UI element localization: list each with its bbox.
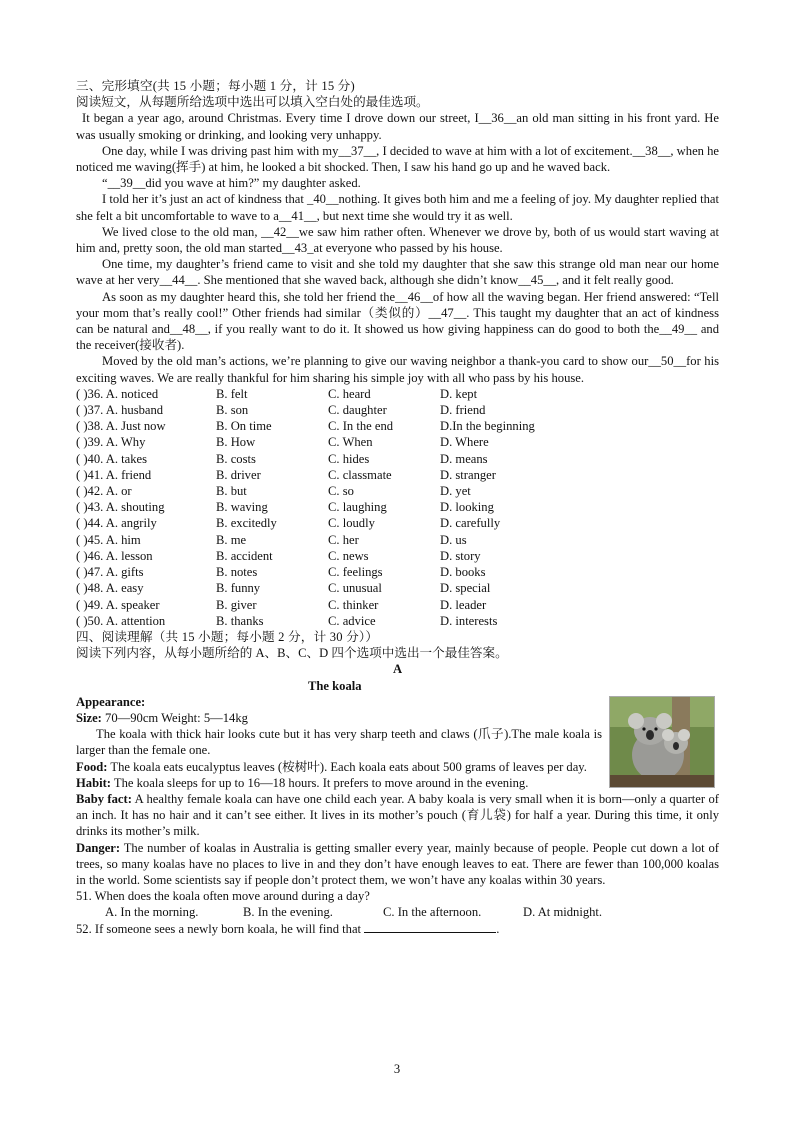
option-c[interactable]: C. daughter <box>328 403 387 418</box>
option-b[interactable]: B. thanks <box>216 613 264 628</box>
option-d[interactable]: D. looking <box>440 500 494 515</box>
option-d[interactable]: D. stranger <box>440 467 496 482</box>
option-row <box>76 564 640 580</box>
option-b[interactable]: B. excitedly <box>216 516 277 531</box>
option-c[interactable]: C. loudly <box>328 516 375 531</box>
size-text: 70—90cm Weight: 5—14kg <box>101 710 248 725</box>
section4-heading: 四、阅读理解（共 15 小题；每小题 2 分，计 30 分）） <box>76 629 379 644</box>
option-num[interactable]: ( )47. A. gifts <box>76 565 144 580</box>
option-b[interactable]: B. me <box>216 532 247 547</box>
baby-label: Baby fact: <box>76 791 132 806</box>
q51-option-b[interactable]: B. In the evening. <box>243 905 333 920</box>
food-text: The koala eats eucalyptus leaves (桉树叶). Each koala eats about 500 grams of leaves per day. <box>107 759 587 774</box>
option-num[interactable]: ( )43. A. shouting <box>76 500 165 515</box>
option-b[interactable]: B. How <box>216 435 256 450</box>
option-row <box>76 451 640 467</box>
option-num[interactable]: ( )39. A. Why <box>76 435 146 450</box>
option-b[interactable]: B. accident <box>216 548 273 563</box>
cloze-paragraph-1: It began a year ago, around Christmas. Every time I drove down our street, I__36__an old man sitting in his front yard. He was usually smoking or drinking, and looking very unhappy. <box>76 111 719 142</box>
cloze-paragraph-2: One day, while I was driving past him with my__37__, I decided to wave at him with a lot of excitement.__38__, when he noticed me waving(挥手) at him, he looked a bit shocked. Then, I saw his hand go up and he waved back. <box>76 143 719 175</box>
cloze-paragraph-6: One time, my daughter’s friend came to visit and she told my daughter that she saw this strange old man near our home wave at her very__44__. She mentioned that she waved back, although she didn’t know__45__, and it felt really good. <box>76 257 719 288</box>
option-row <box>76 499 640 515</box>
option-num[interactable]: ( )44. A. angrily <box>76 516 157 531</box>
option-row <box>76 613 640 629</box>
option-d[interactable]: D.In the beginning <box>440 419 535 434</box>
habit-label: Habit: <box>76 775 111 790</box>
option-row <box>76 515 640 531</box>
option-num[interactable]: ( )49. A. speaker <box>76 597 160 612</box>
cloze-paragraph-5: We lived close to the old man, __42__we saw him rather often. Whenever we drove by, both of us would start waving at him and, pretty soon, the old man started__43_at everyone who passed by his house. <box>76 224 719 256</box>
option-d[interactable]: D. leader <box>440 597 487 612</box>
option-num[interactable]: ( )46. A. lesson <box>76 548 153 563</box>
option-num[interactable]: ( )40. A. takes <box>76 451 147 466</box>
option-b[interactable]: B. son <box>216 403 249 418</box>
option-num[interactable]: ( )45. A. him <box>76 532 141 547</box>
option-num[interactable]: ( )42. A. or <box>76 484 132 499</box>
food-line <box>76 759 602 775</box>
cloze-paragraph-4: I told her it’s just an act of kindness that _40__nothing. It gives both him and me a feeling of joy. My daughter replied that she felt a bit uncomfortable to wave to a__41__, but next time she would try it as well. <box>76 192 719 223</box>
option-b[interactable]: B. notes <box>216 565 258 580</box>
cloze-options-table <box>76 386 640 629</box>
option-row <box>76 467 640 483</box>
danger-line <box>76 840 719 889</box>
option-b[interactable]: B. but <box>216 484 247 499</box>
q51-option-d[interactable]: D. At midnight. <box>523 905 603 920</box>
question-51: 51. When does the koala often move around during a day? <box>76 889 370 904</box>
option-c[interactable]: C. so <box>328 484 354 499</box>
option-b[interactable]: B. On time <box>216 419 272 434</box>
option-row <box>76 548 640 564</box>
option-b[interactable]: B. giver <box>216 597 257 612</box>
option-d[interactable]: D. Where <box>440 435 489 450</box>
option-d[interactable]: D. story <box>440 548 481 563</box>
option-num[interactable]: ( )50. A. attention <box>76 613 166 628</box>
option-b[interactable]: B. costs <box>216 451 256 466</box>
option-row <box>76 434 640 450</box>
baby-text: A healthy female koala can have one child each year. A baby koala is very small when it is born—only a quarter of an inch. It has no hair and it can’t see either. It lives in its mother’s pouch (育儿袋) for half a year. During this time, it only drinks its mother’s milk. <box>76 791 719 839</box>
option-row <box>76 418 640 434</box>
section4-instruction: 阅读下列内容，从每小题所给的 A、B、C、D 四个选项中选出一个最佳答案。 <box>76 646 508 661</box>
option-num[interactable]: ( )38. A. Just now <box>76 419 166 434</box>
option-c[interactable]: C. When <box>328 435 373 450</box>
cloze-paragraph-3: “__39__did you wave at him?” my daughter asked. <box>102 176 361 191</box>
option-row <box>76 597 640 613</box>
koala-passage <box>76 694 719 888</box>
option-b[interactable]: B. funny <box>216 581 261 596</box>
koala-photo <box>609 696 715 788</box>
option-b[interactable]: B. waving <box>216 500 268 515</box>
option-c[interactable]: C. feelings <box>328 565 383 580</box>
option-row <box>76 483 640 499</box>
danger-text: The number of koalas in Australia is getting smaller every year, mainly because of people. People cut down a lot of trees, so many koalas have no places to live in and they don’t have enough leaves to eat. There are fewer than 100,000 koalas in the world. Some scientists say if people don’t protect them, we won’t have any koalas within 30 years. <box>76 840 719 887</box>
passage-title: The koala <box>308 678 362 693</box>
option-c[interactable]: C. her <box>328 532 359 547</box>
option-c[interactable]: C. hides <box>328 451 370 466</box>
option-c[interactable]: C. classmate <box>328 467 392 482</box>
option-c[interactable]: C. In the end <box>328 419 394 434</box>
option-c[interactable]: C. unusual <box>328 581 382 596</box>
option-row <box>76 386 640 402</box>
option-b[interactable]: B. driver <box>216 467 261 482</box>
q52-answer-blank[interactable] <box>364 921 496 933</box>
option-b[interactable]: B. felt <box>216 386 248 401</box>
option-row <box>76 532 640 548</box>
baby-line <box>76 791 719 840</box>
option-row <box>76 580 640 596</box>
page-number: 3 <box>393 1062 401 1076</box>
option-num[interactable]: ( )36. A. noticed <box>76 386 159 401</box>
option-d[interactable]: D. friend <box>440 403 486 418</box>
option-c[interactable]: C. advice <box>328 613 376 628</box>
option-d[interactable]: D. books <box>440 565 486 580</box>
option-d[interactable]: D. yet <box>440 484 471 499</box>
option-c[interactable]: C. heard <box>328 386 371 401</box>
appearance-text: The koala with thick hair looks cute but it has very sharp teeth and claws (爪子).The male koala is larger than the female one. <box>76 727 602 758</box>
option-d[interactable]: D. carefully <box>440 516 501 531</box>
q51-option-c[interactable]: C. In the afternoon. <box>383 905 482 920</box>
option-d[interactable]: D. means <box>440 451 488 466</box>
option-c[interactable]: C. thinker <box>328 597 379 612</box>
exam-page <box>76 78 719 937</box>
question-51-options <box>76 904 719 920</box>
option-num[interactable]: ( )37. A. husband <box>76 403 164 418</box>
section3-instruction: 阅读短文，从每题所给选项中选出可以填入空白处的最佳选项。 <box>76 95 429 110</box>
habit-text: The koala sleeps for up to 16—18 hours. It prefers to move around in the evening. <box>110 775 529 790</box>
size-label: Size: <box>76 710 102 725</box>
option-d[interactable]: D. us <box>440 532 467 547</box>
appearance-label: Appearance: <box>76 694 146 709</box>
option-c[interactable]: C. laughing <box>328 500 387 515</box>
question-52 <box>76 921 719 937</box>
danger-label: Danger: <box>76 840 121 855</box>
option-c[interactable]: C. news <box>328 548 369 563</box>
q52-end: . <box>496 921 500 936</box>
passage-letter: A <box>392 662 403 677</box>
section3-heading: 三、完形填空(共 15 小题；每小题 1 分，计 15 分) <box>76 79 355 93</box>
option-d[interactable]: D. kept <box>440 386 478 401</box>
food-label: Food: <box>76 759 108 774</box>
option-d[interactable]: D. special <box>440 581 491 596</box>
option-num[interactable]: ( )48. A. easy <box>76 581 144 596</box>
cloze-paragraph-7: As soon as my daughter heard this, she told her friend the__46__of how all the waving began. Her friend answered: “Tell your mom that’s really cool!” Other friends had similar（类似的）__47__. This taught my daughter that an act of kindness can be natural and__48__, if you really want to do it. It showed us how giving happiness can do good to both the__49__ and the receiver(接收者). <box>76 289 719 353</box>
option-num[interactable]: ( )41. A. friend <box>76 467 152 482</box>
option-d[interactable]: D. interests <box>440 613 498 628</box>
option-row <box>76 402 640 418</box>
q51-option-a[interactable]: A. In the morning. <box>105 905 199 920</box>
q52-text: 52. If someone sees a newly born koala, he will find that <box>76 921 362 936</box>
cloze-paragraph-8: Moved by the old man’s actions, we’re planning to give our waving neighbor a thank-you card to show our__50__for his exciting waves. We are really thankful for him sharing his simple joy with all who pass by his house. <box>76 354 719 385</box>
